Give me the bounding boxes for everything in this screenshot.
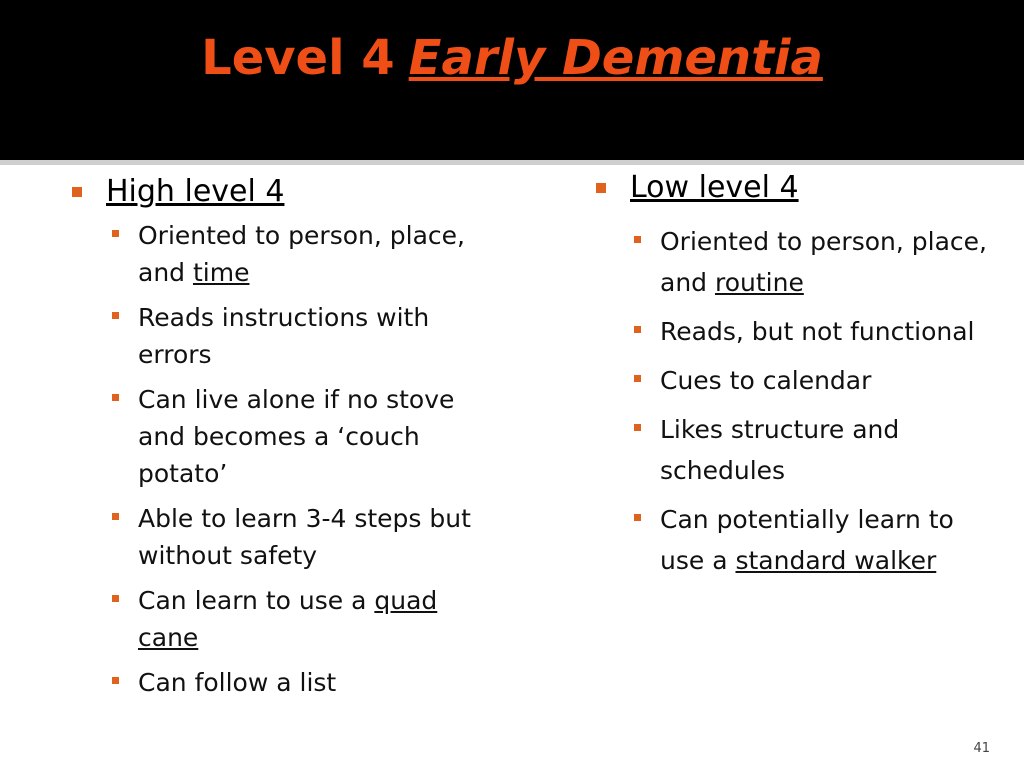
list-item — [112, 299, 492, 373]
bullet-square-icon — [596, 183, 606, 193]
list-item-text: Can follow a list — [138, 668, 337, 697]
list-item — [112, 664, 492, 701]
list-item — [634, 221, 996, 303]
list-item-text: Reads instructions with errors — [138, 303, 430, 369]
left-heading-item — [72, 173, 492, 211]
bullet-square-icon — [634, 514, 641, 521]
bullet-square-icon — [634, 375, 641, 382]
list-item — [112, 217, 492, 291]
right-column — [596, 169, 996, 589]
title-level: Level 4 — [201, 30, 395, 86]
slide-body — [0, 165, 1024, 768]
right-heading-item — [596, 169, 996, 207]
page-number: 41 — [973, 741, 990, 756]
list-item — [634, 311, 996, 352]
right-bullet-list — [634, 221, 996, 581]
title-stage: Early Dementia — [408, 30, 823, 86]
left-heading: High level 4 — [106, 174, 285, 209]
left-bullet-list — [112, 217, 492, 701]
list-item-text: Reads, but not functional — [660, 317, 975, 346]
list-item-text: Likes structure and schedules — [660, 415, 900, 485]
bullet-square-icon — [112, 677, 119, 684]
bullet-square-icon — [634, 236, 641, 243]
list-item-text: Oriented to person, place, and routine — [660, 227, 987, 297]
list-item-text: Able to learn 3-4 steps but without safety — [138, 504, 471, 570]
bullet-square-icon — [72, 187, 82, 197]
list-item — [112, 381, 492, 492]
bullet-square-icon — [634, 424, 641, 431]
list-item-text: Can learn to use a quad cane — [138, 586, 438, 652]
slide-title — [0, 30, 1024, 86]
bullet-square-icon — [112, 230, 119, 237]
bullet-square-icon — [634, 326, 641, 333]
bullet-square-icon — [112, 513, 119, 520]
list-item — [112, 500, 492, 574]
underlined-text: standard walker — [735, 546, 937, 575]
right-heading: Low level 4 — [630, 170, 799, 205]
list-item — [634, 499, 996, 581]
list-item-text: Cues to calendar — [660, 366, 872, 395]
list-item-text: Can live alone if no stove and becomes a ‘couch potato’ — [138, 385, 455, 488]
list-item — [634, 409, 996, 491]
list-item-text: Oriented to person, place, and time — [138, 221, 465, 287]
list-item-text: Can potentially learn to use a standard walker — [660, 505, 954, 575]
bullet-square-icon — [112, 394, 119, 401]
slide-header — [0, 0, 1024, 160]
bullet-square-icon — [112, 595, 119, 602]
underlined-text: routine — [714, 268, 804, 297]
list-item — [634, 360, 996, 401]
underlined-text: time — [192, 258, 250, 287]
underlined-text: quad cane — [138, 586, 438, 652]
left-column — [72, 173, 492, 709]
bullet-square-icon — [112, 312, 119, 319]
list-item — [112, 582, 492, 656]
